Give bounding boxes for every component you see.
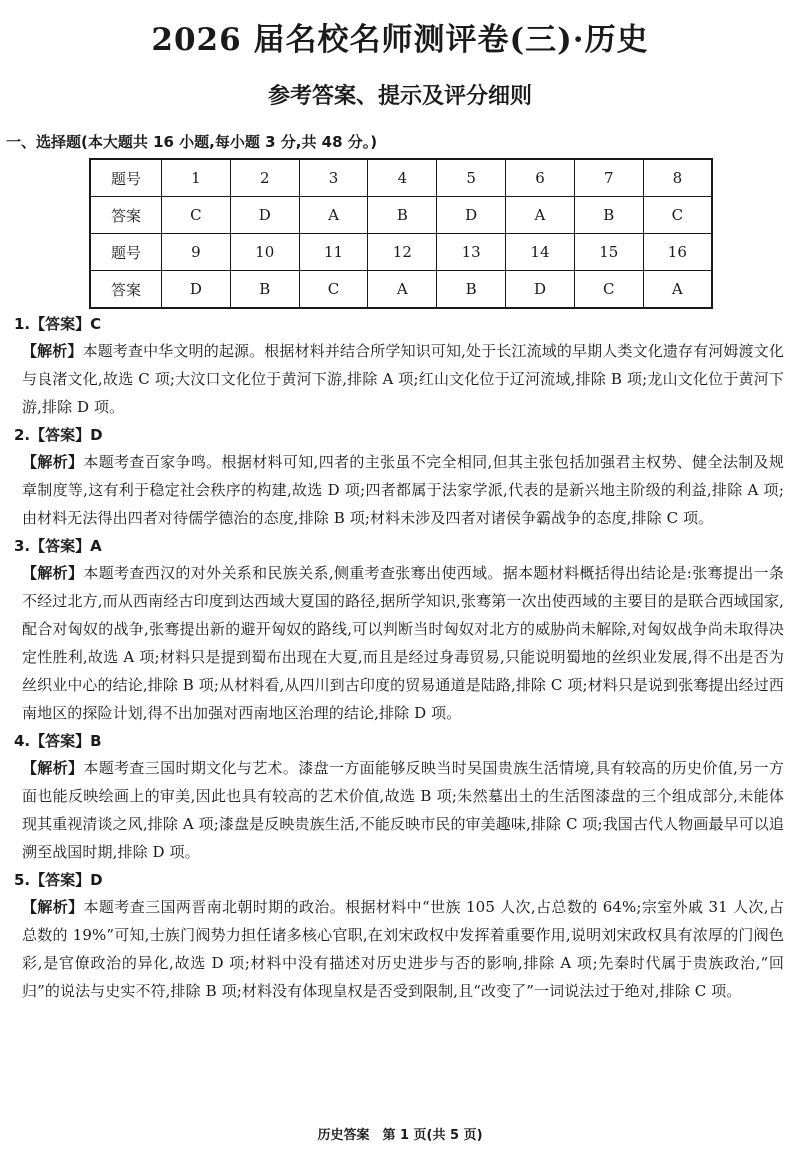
- question-number: 15: [574, 234, 643, 271]
- question-number: 7: [574, 159, 643, 197]
- question-number: 14: [506, 234, 575, 271]
- explanation-label: 【解析】: [22, 898, 84, 916]
- answer-cell: C: [643, 197, 712, 234]
- answer-cell: B: [437, 271, 506, 309]
- question-number: 1: [162, 159, 231, 197]
- answer-heading: 3.【答案】A: [14, 537, 102, 555]
- question-number: 3: [299, 159, 368, 197]
- answer-cell: A: [643, 271, 712, 309]
- question-number: 2: [230, 159, 299, 197]
- answer-cell: A: [299, 197, 368, 234]
- page-footer: 历史答案 第 1 页(共 5 页): [317, 1128, 483, 1143]
- answer-cell: C: [574, 271, 643, 309]
- explanation-text: [14, 337, 784, 421]
- answer-cell: C: [299, 271, 368, 309]
- question-item: [14, 423, 784, 532]
- table-row-answers: [90, 271, 712, 309]
- explanation-label: 【解析】: [22, 342, 83, 360]
- question-item: [14, 868, 784, 1005]
- question-number: 6: [506, 159, 575, 197]
- question-number: 10: [230, 234, 299, 271]
- answer-cell: B: [368, 197, 437, 234]
- table-row-numbers: [90, 159, 712, 197]
- page-title: 2026 届名校名师测评卷(三)·历史: [151, 22, 649, 58]
- answer-cell: D: [230, 197, 299, 234]
- row-label-answer: 答案: [90, 197, 162, 234]
- answer-cell: B: [574, 197, 643, 234]
- answer-cell: A: [506, 197, 575, 234]
- explanations: [14, 312, 784, 1007]
- question-number: 16: [643, 234, 712, 271]
- answer-cell: D: [437, 197, 506, 234]
- explanation-body: 本题考查百家争鸣。根据材料可知,四者的主张虽不完全相同,但其主张包括加强君主权势、健全法制及规章制度等,这有利于稳定社会秩序的构建,故选 D 项;四者都属于法家学派,代表的是新兴地主阶级的利益,排除 A 项;由材料无法得出四者对待儒学德治的态度,排除 B 项;材料未涉及四者对诸侯争霸战争的态度,排除 C 项。: [22, 453, 784, 527]
- answer-cell: D: [162, 271, 231, 309]
- answer-heading: 2.【答案】D: [14, 426, 103, 444]
- answer-heading: 5.【答案】D: [14, 871, 103, 889]
- question-item: [14, 534, 784, 727]
- page-subtitle: 参考答案、提示及评分细则: [267, 84, 532, 109]
- question-item: [14, 312, 784, 421]
- table-row-answers: [90, 197, 712, 234]
- explanation-body: 本题考查三国时期文化与艺术。漆盘一方面能够反映当时吴国贵族生活情境,具有较高的历史价值,另一方面也能反映绘画上的审美,因此也具有较高的艺术价值,故选 B 项;朱然墓出土的生活图漆盘的三个组成部分,未能体现其重视清谈之风,排除 A 项;漆盘是反映贵族生活,不能反映市民的审美趣味,排除 C 项;我国古代人物画最早可以追溯至战国时期,排除 D 项。: [22, 759, 784, 861]
- section-heading: 一、选择题(本大题共 16 小题,每小题 3 分,共 48 分。): [6, 133, 378, 151]
- question-item: [14, 729, 784, 866]
- question-number: 9: [162, 234, 231, 271]
- answer-cell: D: [506, 271, 575, 309]
- explanation-text: [14, 448, 784, 532]
- answer-cell: B: [230, 271, 299, 309]
- answer-cell: C: [162, 197, 231, 234]
- explanation-text: [14, 893, 784, 1005]
- question-number: 11: [299, 234, 368, 271]
- row-label-number: 题号: [90, 159, 162, 197]
- question-number: 5: [437, 159, 506, 197]
- table-row-numbers: [90, 234, 712, 271]
- explanation-body: 本题考查中华文明的起源。根据材料并结合所学知识可知,处于长江流域的早期人类文化遗存有河姆渡文化与良渚文化,故选 C 项;大汶口文化位于黄河下游,排除 A 项;红山文化位于辽河流域,排除 B 项;龙山文化位于黄河下游,排除 D 项。: [22, 342, 784, 416]
- explanation-body: 本题考查三国两晋南北朝时期的政治。根据材料中“世族 105 人次,占总数的 64%;宗室外戚 31 人次,占总数的 19%”可知,士族门阀势力担任诸多核心官职,在刘宋政权中发挥着重要作用,说明刘宋政权具有浓厚的门阀色彩,是官僚政治的异化,故选 D 项;材料中没有描述对历史进步与否的影响,排除 A 项;先秦时代属于贵族政治,“回归”的说法与史实不符,排除 B 项;材料没有体现皇权是否受到限制,且“改变了”一词说法过于绝对,排除 C 项。: [22, 898, 784, 1000]
- answer-heading: 1.【答案】C: [14, 315, 102, 333]
- answer-table: [89, 158, 713, 309]
- explanation-label: 【解析】: [22, 453, 84, 471]
- row-label-answer: 答案: [90, 271, 162, 309]
- answer-heading: 4.【答案】B: [14, 732, 102, 750]
- explanation-label: 【解析】: [22, 759, 84, 777]
- question-number: 13: [437, 234, 506, 271]
- question-number: 4: [368, 159, 437, 197]
- question-number: 8: [643, 159, 712, 197]
- answer-cell: A: [368, 271, 437, 309]
- question-number: 12: [368, 234, 437, 271]
- explanation-label: 【解析】: [22, 564, 84, 582]
- row-label-number: 题号: [90, 234, 162, 271]
- explanation-text: [14, 754, 784, 866]
- explanation-text: [14, 559, 784, 727]
- explanation-body: 本题考查西汉的对外关系和民族关系,侧重考查张骞出使西域。据本题材料概括得出结论是:张骞提出一条不经过北方,而从西南经古印度到达西域大夏国的路径,据所学知识,张骞第一次出使西域的主要目的是联合西域国家,配合对匈奴的战争,张骞提出新的避开匈奴的路线,可以判断当时匈奴对北方的威胁尚未解除,对匈奴战争尚未取得决定性胜利,故选 A 项;材料只是提到蜀布出现在大夏,而且是经过身毒贸易,只能说明蜀地的丝织业发展,得不出是否为丝织业中心的结论,排除 B 项;从材料看,从四川到古印度的贸易通道是陆路,排除 C 项;材料只是说到张骞提出经过西南地区的探险计划,得不出加强对西南地区治理的结论,排除 D 项。: [22, 564, 784, 722]
